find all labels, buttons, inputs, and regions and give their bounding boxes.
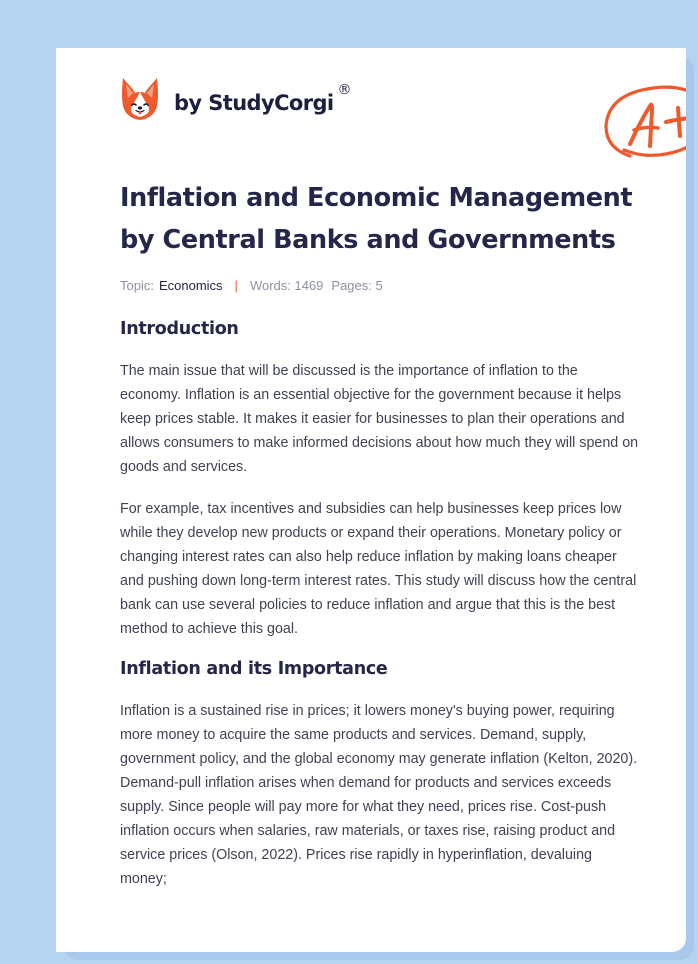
- document-card: [56, 48, 686, 952]
- paragraph: For example, tax incentives and subsidies can help businesses keep prices low while they develop new products or expand their operations. Monetary policy or changing interest rates can also help reduce inflation by making loans cheaper and pushing down long-term interest rates. This study will discuss how the central bank can use several policies to reduce inflation and argue that this is the best method to achieve this goal.: [120, 501, 637, 637]
- document-title: Inflation and Economic Management by Central Banks and Governments: [120, 183, 633, 255]
- corgi-icon: [120, 76, 160, 124]
- registered-mark: ®: [337, 82, 352, 98]
- grade-a-plus-icon: [600, 82, 686, 164]
- section-heading-inflation-importance: Inflation and its Importance: [120, 659, 388, 679]
- page-count: Pages: 5: [331, 277, 383, 293]
- topic-label: Topic:: [120, 277, 154, 293]
- section-heading-introduction: Introduction: [120, 319, 239, 339]
- meta-separator: |: [234, 277, 238, 293]
- document-content: [120, 178, 640, 891]
- paragraph: Inflation is a sustained rise in prices; it lowers money's buying power, requiring more money to acquire the same products and services. Demand, supply, government policy, and the global economy may generate inflation (Kelton, 2020). Demand-pull inflation arises when demand for products and services exceeds supply. Since people will pay more for what they need, prices rise. Cost-push inflation occurs when salaries, raw materials, or taxes rise, raising product and service prices (Olson, 2022). Prices rise rapidly in hyperinflation, devaluing money;: [120, 703, 638, 887]
- studycorgi-logo[interactable]: [120, 76, 352, 124]
- topic-link[interactable]: Economics: [158, 277, 223, 293]
- document-header: [120, 72, 650, 152]
- document-meta: [120, 275, 640, 295]
- word-count: Words: 1469: [249, 277, 324, 293]
- paragraph: The main issue that will be discussed is the importance of inflation to the economy. Inflation is an essential objective for the government because it helps keep prices stable. It makes it easier for businesses to plan their operations and allows consumers to make informed decisions about how much they will spend on goods and services.: [120, 363, 639, 475]
- brand-name: by StudyCorgi: [174, 91, 334, 115]
